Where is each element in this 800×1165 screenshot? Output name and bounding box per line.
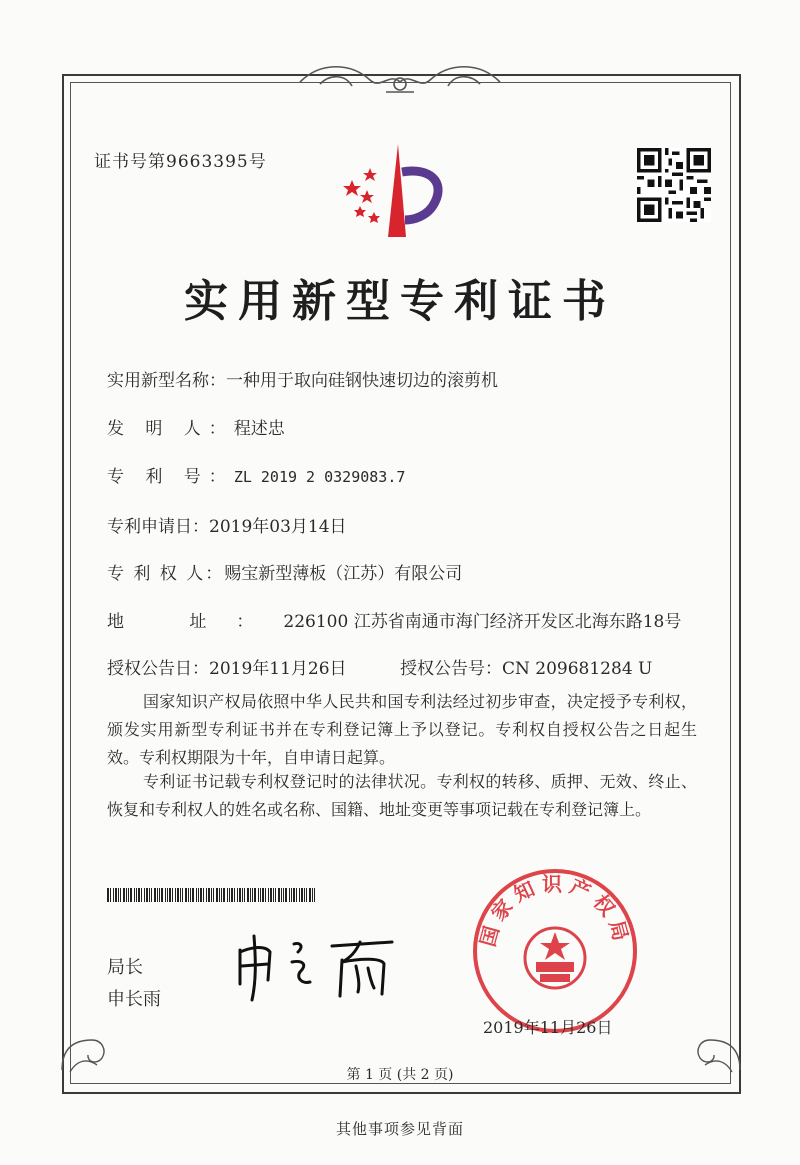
patent-number-value: ZL 2019 2 0329083.7 xyxy=(233,468,406,486)
address-value: 226100 江苏省南通市海门经济开发区北海东路18号 xyxy=(283,612,682,632)
announcement-date-value: 2019年11月26日 xyxy=(209,659,347,679)
field-inventor xyxy=(107,414,285,439)
inventor-label: 发 明 人： xyxy=(107,419,234,439)
utility-model-name-label: 实用新型名称： xyxy=(107,371,226,391)
page-number: 第 1 页 (共 2 页) xyxy=(346,1067,454,1083)
qr-code-icon xyxy=(637,148,711,222)
svg-text:国家知识产权局: 国家知识产权局 xyxy=(475,872,635,950)
field-utility-model-name xyxy=(107,366,498,391)
footer-note: 其他事项参见背面 xyxy=(335,1120,464,1138)
paragraph-legal-status: 专利证书记载专利权登记时的法律状况。专利权的转移、质押、无效、终止、恢复和专利权人的姓名或名称、国籍、地址变更等事项记载在专利登记簿上。 xyxy=(107,772,697,819)
patentee-label: 专 利 权 人： xyxy=(107,564,225,584)
utility-model-name-value: 一种用于取向硅钢快速切边的滚剪机 xyxy=(226,371,498,391)
inventor-value: 程述忠 xyxy=(233,419,285,439)
application-date-label: 专利申请日： xyxy=(107,517,209,537)
field-announcement-date xyxy=(107,654,347,679)
field-patentee xyxy=(107,559,462,584)
field-announcement-number xyxy=(400,654,652,679)
field-application-date xyxy=(107,512,347,537)
seal-date: 2019年11月26日 xyxy=(483,1018,613,1037)
certificate-number: 证书号第9663395号 xyxy=(94,152,267,172)
field-address xyxy=(107,607,681,632)
paragraph-grant: 国家知识产权局依照中华人民共和国专利法经过初步审查，决定授予专利权，颁发实用新型专利证书并在专利登记簿上予以登记。专利权自授权公告之日起生效。专利权期限为十年，自申请日起算。 xyxy=(107,692,697,767)
official-seal xyxy=(470,866,640,1036)
director-title: 局长 xyxy=(107,957,143,978)
application-date-value: 2019年03月14日 xyxy=(209,517,347,537)
announcement-number-value: CN 209681284 U xyxy=(502,659,653,679)
announcement-number-label: 授权公告号： xyxy=(400,659,502,679)
field-patent-number xyxy=(107,462,405,487)
top-ornament xyxy=(290,62,510,102)
director-name: 申长雨 xyxy=(107,989,161,1010)
document-title: 实用新型专利证书 xyxy=(184,276,616,327)
barcode-icon xyxy=(107,888,317,902)
director-signature xyxy=(232,932,402,1002)
patent-number-label: 专 利 号： xyxy=(107,467,234,487)
patentee-value: 赐宝新型薄板（江苏）有限公司 xyxy=(224,564,463,584)
announcement-date-label: 授权公告日： xyxy=(107,659,209,679)
address-label: 地 址： xyxy=(107,612,284,632)
cnipa-logo xyxy=(340,142,450,242)
